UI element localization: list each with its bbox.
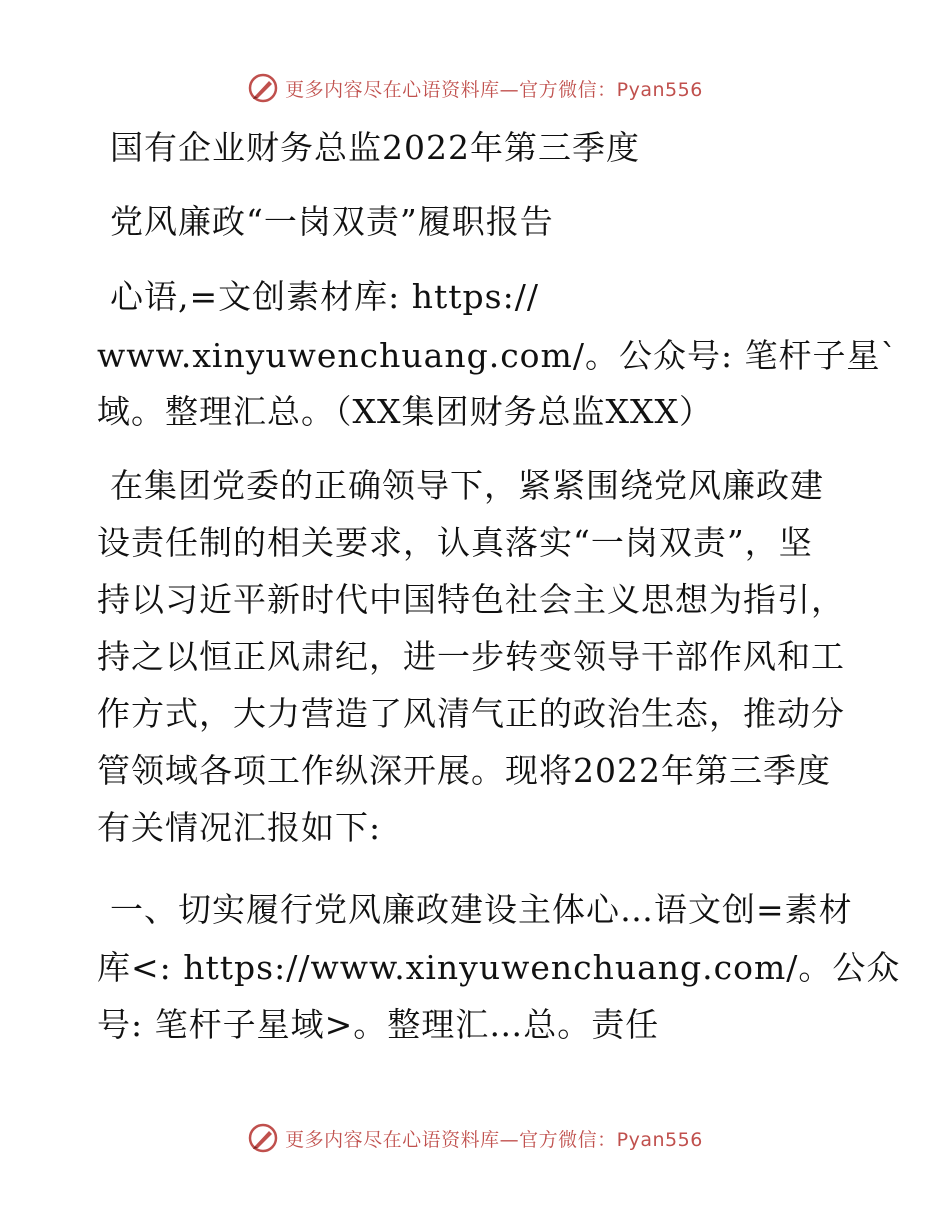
pen-logo-icon: [247, 1122, 279, 1154]
intro-line-2: 设责任制的相关要求，认真落实“一岗双责”，坚: [97, 523, 813, 562]
intro-line-4: 持之以恒正风肃纪，进一步转变领导干部作风和工: [97, 637, 845, 676]
intro-line-1: 在集团党委的正确领导下，紧紧围绕党风廉政建: [110, 466, 824, 505]
intro-line-6: 管领域各项工作纵深开展。现将2022年第三季度: [97, 751, 831, 790]
section-1-line-2: 库<: https://www.xinyuwenchuang.com/。公众: [97, 948, 901, 987]
intro-line-5: 作方式，大力营造了风清气正的政治生态，推动分: [97, 694, 845, 733]
source-line-2: www.xinyuwenchuang.com/。公众号: 笔杆子星`: [97, 336, 899, 375]
footer-banner: [0, 1122, 950, 1154]
source-line-3: 域。整理汇总。（XX集团财务总监XXX）: [97, 392, 713, 431]
document-title-line-1: 国有企业财务总监2022年第三季度: [110, 128, 640, 167]
document-title-line-2: 党风廉政“一岗双责”履职报告: [110, 202, 554, 241]
banner-text: 更多内容尽在心语资料库—官方微信：Pyan556: [285, 1128, 703, 1151]
pen-logo-icon: [247, 72, 279, 104]
banner-text: 更多内容尽在心语资料库—官方微信：Pyan556: [285, 78, 703, 101]
intro-line-7: 有关情况汇报如下:: [97, 808, 382, 847]
header-banner: [0, 72, 950, 104]
section-1-line-1: 一、切实履行党风廉政建设主体心…语文创=素材: [110, 890, 853, 929]
intro-line-3: 持以习近平新时代中国特色社会主义思想为指引，: [97, 580, 845, 619]
source-line-1: 心语,=文创素材库: https://: [110, 277, 539, 316]
section-1-line-3: 号: 笔杆子星域>。整理汇…总。责任: [97, 1005, 660, 1044]
